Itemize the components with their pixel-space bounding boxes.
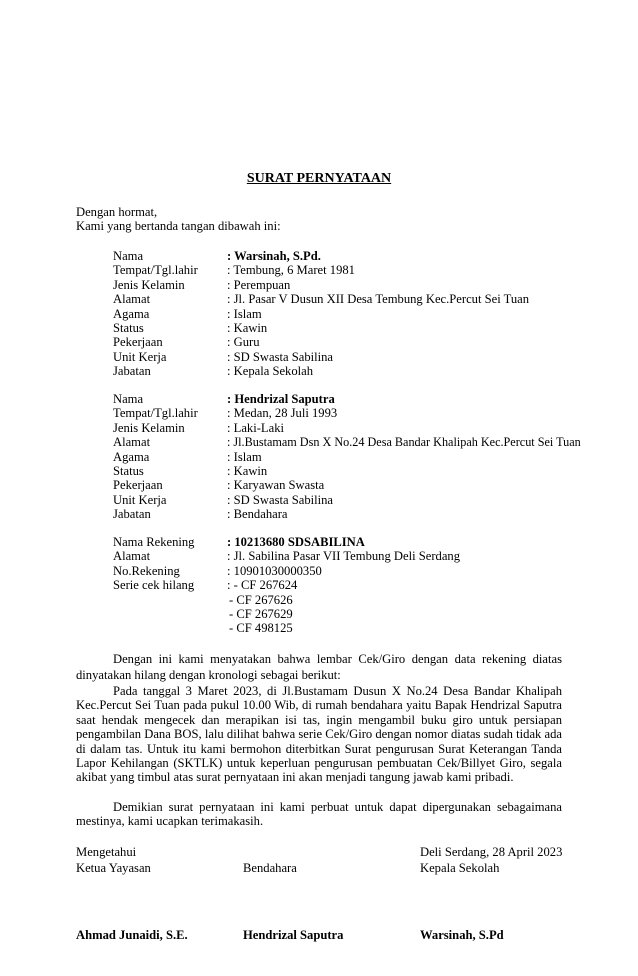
- paragraph-closing: Demikian surat pernyataan ini kami perbuat untuk dapat dipergunakan sebagaimana mestinya, kami ucapkan terimakasih.: [76, 800, 562, 829]
- detail-label: Alamat: [113, 549, 151, 564]
- role-label: Kepala Sekolah: [420, 861, 500, 876]
- detail-row: [113, 578, 460, 592]
- detail-row: [113, 535, 460, 549]
- detail-value: : Kepala Sekolah: [227, 364, 314, 379]
- detail-label: Alamat: [113, 435, 151, 450]
- mengetahui-label: Mengetahui: [76, 845, 137, 859]
- detail-value: : Perempuan: [227, 277, 291, 292]
- detail-label: Agama: [113, 306, 150, 321]
- detail-label: Tempat/Tgl.lahir: [113, 406, 198, 421]
- detail-value: : Bendahara: [227, 507, 288, 522]
- detail-label: Agama: [113, 449, 150, 464]
- detail-row: [113, 292, 529, 306]
- detail-row: [113, 564, 460, 578]
- detail-label: Nama: [113, 249, 144, 263]
- detail-label: Jabatan: [113, 364, 151, 379]
- detail-label: Alamat: [113, 292, 151, 307]
- detail-row: [113, 392, 581, 406]
- detail-row: [113, 435, 581, 449]
- detail-label: Jenis Kelamin: [113, 277, 185, 292]
- person2-details: [113, 392, 581, 522]
- greeting: Dengan hormat,: [76, 205, 158, 219]
- detail-value: : Jl. Pasar V Dusun XII Desa Tembung Kec.Percut Sei Tuan: [227, 292, 530, 307]
- cheque-number: - CF 267629: [229, 606, 293, 621]
- intro-line: Kami yang bertanda tangan dibawah ini:: [76, 219, 281, 234]
- detail-row: [113, 321, 529, 335]
- detail-value: : Medan, 28 Juli 1993: [227, 406, 338, 421]
- detail-row: [113, 450, 581, 464]
- detail-value: : Jl.Bustamam Dsn X No.24 Desa Bandar Khalipah Kec.Percut Sei Tuan: [227, 435, 581, 450]
- intro: [76, 205, 281, 234]
- detail-value: : Tembung, 6 Maret 1981: [227, 263, 355, 278]
- detail-value: : 10901030000350: [227, 563, 322, 578]
- detail-label: Pekerjaan: [113, 335, 163, 350]
- signer-name-right: Warsinah, S.Pd: [420, 928, 504, 942]
- detail-value: : Jl. Sabilina Pasar VII Tembung Deli Serdang: [227, 549, 461, 564]
- detail-label: Tempat/Tgl.lahir: [113, 263, 198, 278]
- detail-label: No.Rekening: [113, 563, 180, 578]
- detail-row: [113, 507, 581, 521]
- detail-row: [113, 278, 529, 292]
- detail-row: [113, 350, 529, 364]
- role-label: Ketua Yayasan: [76, 861, 151, 876]
- signature-middle: [243, 861, 297, 875]
- detail-value: : Karyawan Swasta: [227, 478, 325, 493]
- role-label: Bendahara: [243, 861, 297, 875]
- detail-row: [113, 421, 581, 435]
- detail-row: [113, 364, 529, 378]
- detail-value: : Kawin: [227, 320, 268, 335]
- signer-name-left: Ahmad Junaidi, S.E.: [76, 928, 188, 942]
- letter-title: SURAT PERNYATAAN: [246, 171, 392, 186]
- detail-label: Unit Kerja: [113, 349, 167, 364]
- detail-row: [113, 335, 529, 349]
- detail-value: : - CF 267624: [227, 578, 298, 593]
- person1-details: [113, 249, 529, 379]
- detail-value: : Hendrizal Saputra: [227, 392, 335, 406]
- paragraph-chronology: Pada tanggal 3 Maret 2023, di Jl.Bustamam Dusun X No.24 Desa Bandar Khalipah Kec.Percut Sei Tuan pada pukul 10.00 Wib, di rumah bendahara yaitu Bapak Hendrizal Saputra saat hendak mengecek dan merapikan isi tas, ingin mengambil buku giro untuk persiapan pengambilan Dana BOS, lalu dilihat bahwa serie Cek/Giro dengan nomor diatas sudah tidak ada di dalam tas. Untuk itu kami bermohon diterbitkan Surat pengurusan Surat Keterangan Tanda Lapor Kehilangan (SKTLK) untuk keperluan pengurusan pembuatan Cek/Billyet Giro, segala akibat yang timbul atas surat pernyataan ini akan menjadi tangung jawab kami pribadi.: [76, 684, 562, 785]
- detail-row: [113, 493, 581, 507]
- account-details: [113, 535, 460, 636]
- detail-label: Nama: [113, 392, 144, 406]
- detail-label: Status: [113, 463, 144, 478]
- detail-label: Status: [113, 320, 144, 335]
- detail-value: : Warsinah, S.Pd.: [227, 249, 321, 263]
- cheque-number: - CF 498125: [229, 621, 293, 636]
- detail-label: Jenis Kelamin: [113, 420, 185, 435]
- detail-value: : SD Swasta Sabilina: [227, 349, 333, 364]
- detail-row: [113, 406, 581, 420]
- detail-value: : 10213680 SDSABILINA: [227, 535, 365, 549]
- cheque-number: - CF 267626: [229, 592, 293, 607]
- detail-row: [113, 263, 529, 277]
- paragraph-statement: Dengan ini kami menyatakan bahwa lembar Cek/Giro dengan data rekening diatas dinyatakan hilang dengan kronologi sebagai berikut:: [76, 652, 562, 682]
- detail-value: : Laki-Laki: [227, 420, 284, 435]
- detail-label: Serie cek hilang: [113, 578, 195, 593]
- detail-label: Unit Kerja: [113, 492, 167, 507]
- detail-label: Jabatan: [113, 507, 151, 522]
- detail-row: [113, 478, 581, 492]
- detail-value: : Islam: [227, 306, 262, 321]
- detail-label: Nama Rekening: [113, 535, 195, 549]
- signature-left: [76, 845, 151, 876]
- detail-row: [113, 307, 529, 321]
- detail-value: : Islam: [227, 449, 262, 464]
- signature-right: [420, 845, 562, 876]
- detail-row: [113, 249, 529, 263]
- signer-name-middle: Hendrizal Saputra: [243, 928, 344, 942]
- place-date: Deli Serdang, 28 April 2023: [420, 845, 563, 859]
- detail-value: : SD Swasta Sabilina: [227, 492, 333, 507]
- detail-label: Pekerjaan: [113, 478, 163, 493]
- detail-value: : Kawin: [227, 463, 268, 478]
- detail-row: [113, 464, 581, 478]
- detail-value: : Guru: [227, 335, 260, 350]
- detail-row: [113, 549, 460, 563]
